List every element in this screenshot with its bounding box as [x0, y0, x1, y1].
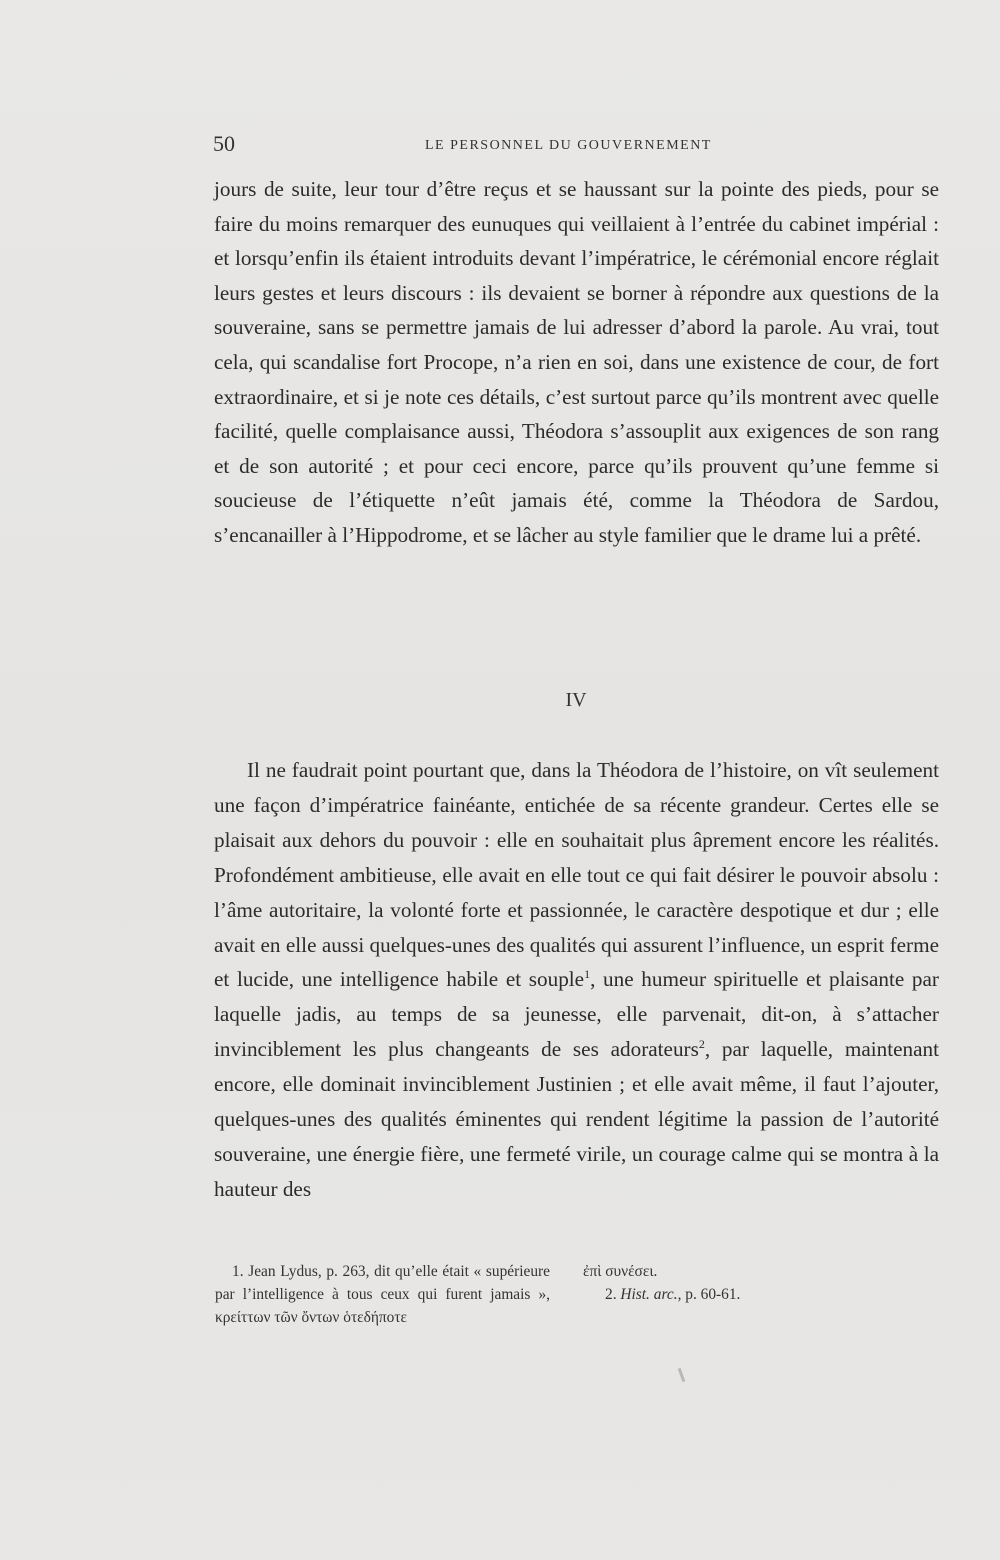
paragraph-text-part1: Il ne faudrait point pourtant que, dans la Théodora de l’histoire, on vît seulement une façon d’impératrice fainéante, entichée de sa récente grandeur. Certes elle se plaisait aux dehors du pouvoir : elle en souhaitait plus âprement encore les réalités. Profondément ambitieuse, elle avait en elle tout ce qui fait désirer le pouvoir absolu : l’âme autoritaire, la volonté forte et passionnée, le caractère despotique et dur ; elle avait en elle aussi quelques-unes des qualités qui assurent l’influence, un esprit ferme et lucide, une intelligence habile et souple: [214, 758, 939, 992]
footnote-ref-1[interactable]: 1: [584, 967, 591, 982]
footnote-2-title: Hist. arc.: [620, 1286, 678, 1303]
footnote-1-body: [215, 1260, 550, 1329]
running-title: LE PERSONNEL DU GOUVERNEMENT: [425, 138, 712, 153]
paragraph-text-part3: , par laquelle, maintenant encore, elle dominait invinciblement Justinien ; et elle avait même, il faut l’ajouter, quelques-unes des qualités éminentes qui rendent légitime la passion de l’autorité souveraine, une énergie fière, une fermeté virile, un courage calme qui se montra à la hauteur des: [214, 1037, 940, 1201]
footnote-1: [215, 1260, 550, 1329]
footnote-1-marker: 1.: [232, 1263, 244, 1280]
paragraph-continuation: jours de suite, leur tour d’être reçus et se haussant sur la pointe des pieds, pour se faire du moins remarquer des eunuques qui veillaient à l’entrée du cabinet impérial : et lorsqu’enfin ils étaient introduits devant l’impératrice, le cérémonial encore réglait leurs gestes et leurs discours : ils devaient se borner à répondre aux questions de la souveraine, sans se permettre jamais de lui adresser d’abord la parole. Au vrai, tout cela, qui scandalise fort Procope, n’a rien en soi, dans une existence de cour, de fort extraordinaire, et si je note ces détails, c’est surtout parce qu’ils montrent avec quelle facilité, quelle complaisance aussi, Théodora s’assouplit aux exigences de son rang et de son autorité ; et pour ceci encore, parce qu’ils prouvent qu’une femme si soucieuse de l’étiquette n’eût jamais été, comme la Théodora de Sardou, s’encanailler à l’Hippodrome, et se lâcher au style familier que le drame lui a prêté.: [214, 177, 939, 547]
page-number: 50: [213, 131, 235, 156]
footnote-1-continuation: ἐπὶ συνέσει.: [583, 1263, 658, 1280]
footnote-2-rest: , p. 60-61.: [677, 1286, 741, 1303]
footnote-2: [583, 1283, 813, 1306]
paper-speck: [678, 1368, 686, 1382]
paragraph-text-part2: , une humeur spirituelle et plaisante par laquelle jadis, au temps de sa jeunesse, elle parvenait, dit-on, à s’attacher invinciblement les plus changeants de ses adorateurs: [214, 967, 939, 1062]
footnote-column-right: [583, 1260, 813, 1306]
running-head: [213, 130, 758, 158]
section-number: IV: [565, 689, 587, 711]
paragraph-section-iv: [214, 753, 939, 1207]
footnote-ref-2[interactable]: 2: [698, 1037, 705, 1052]
section-heading: [76, 686, 1000, 714]
footnote-1-text: Jean Lydus, p. 263, dit qu’elle était « supérieure par l’intelligence à tous ceux qui furent jamais », κρείττων τῶν ὄντων ὁτεδήποτε: [215, 1263, 550, 1326]
footnote-2-marker: 2.: [605, 1286, 617, 1303]
